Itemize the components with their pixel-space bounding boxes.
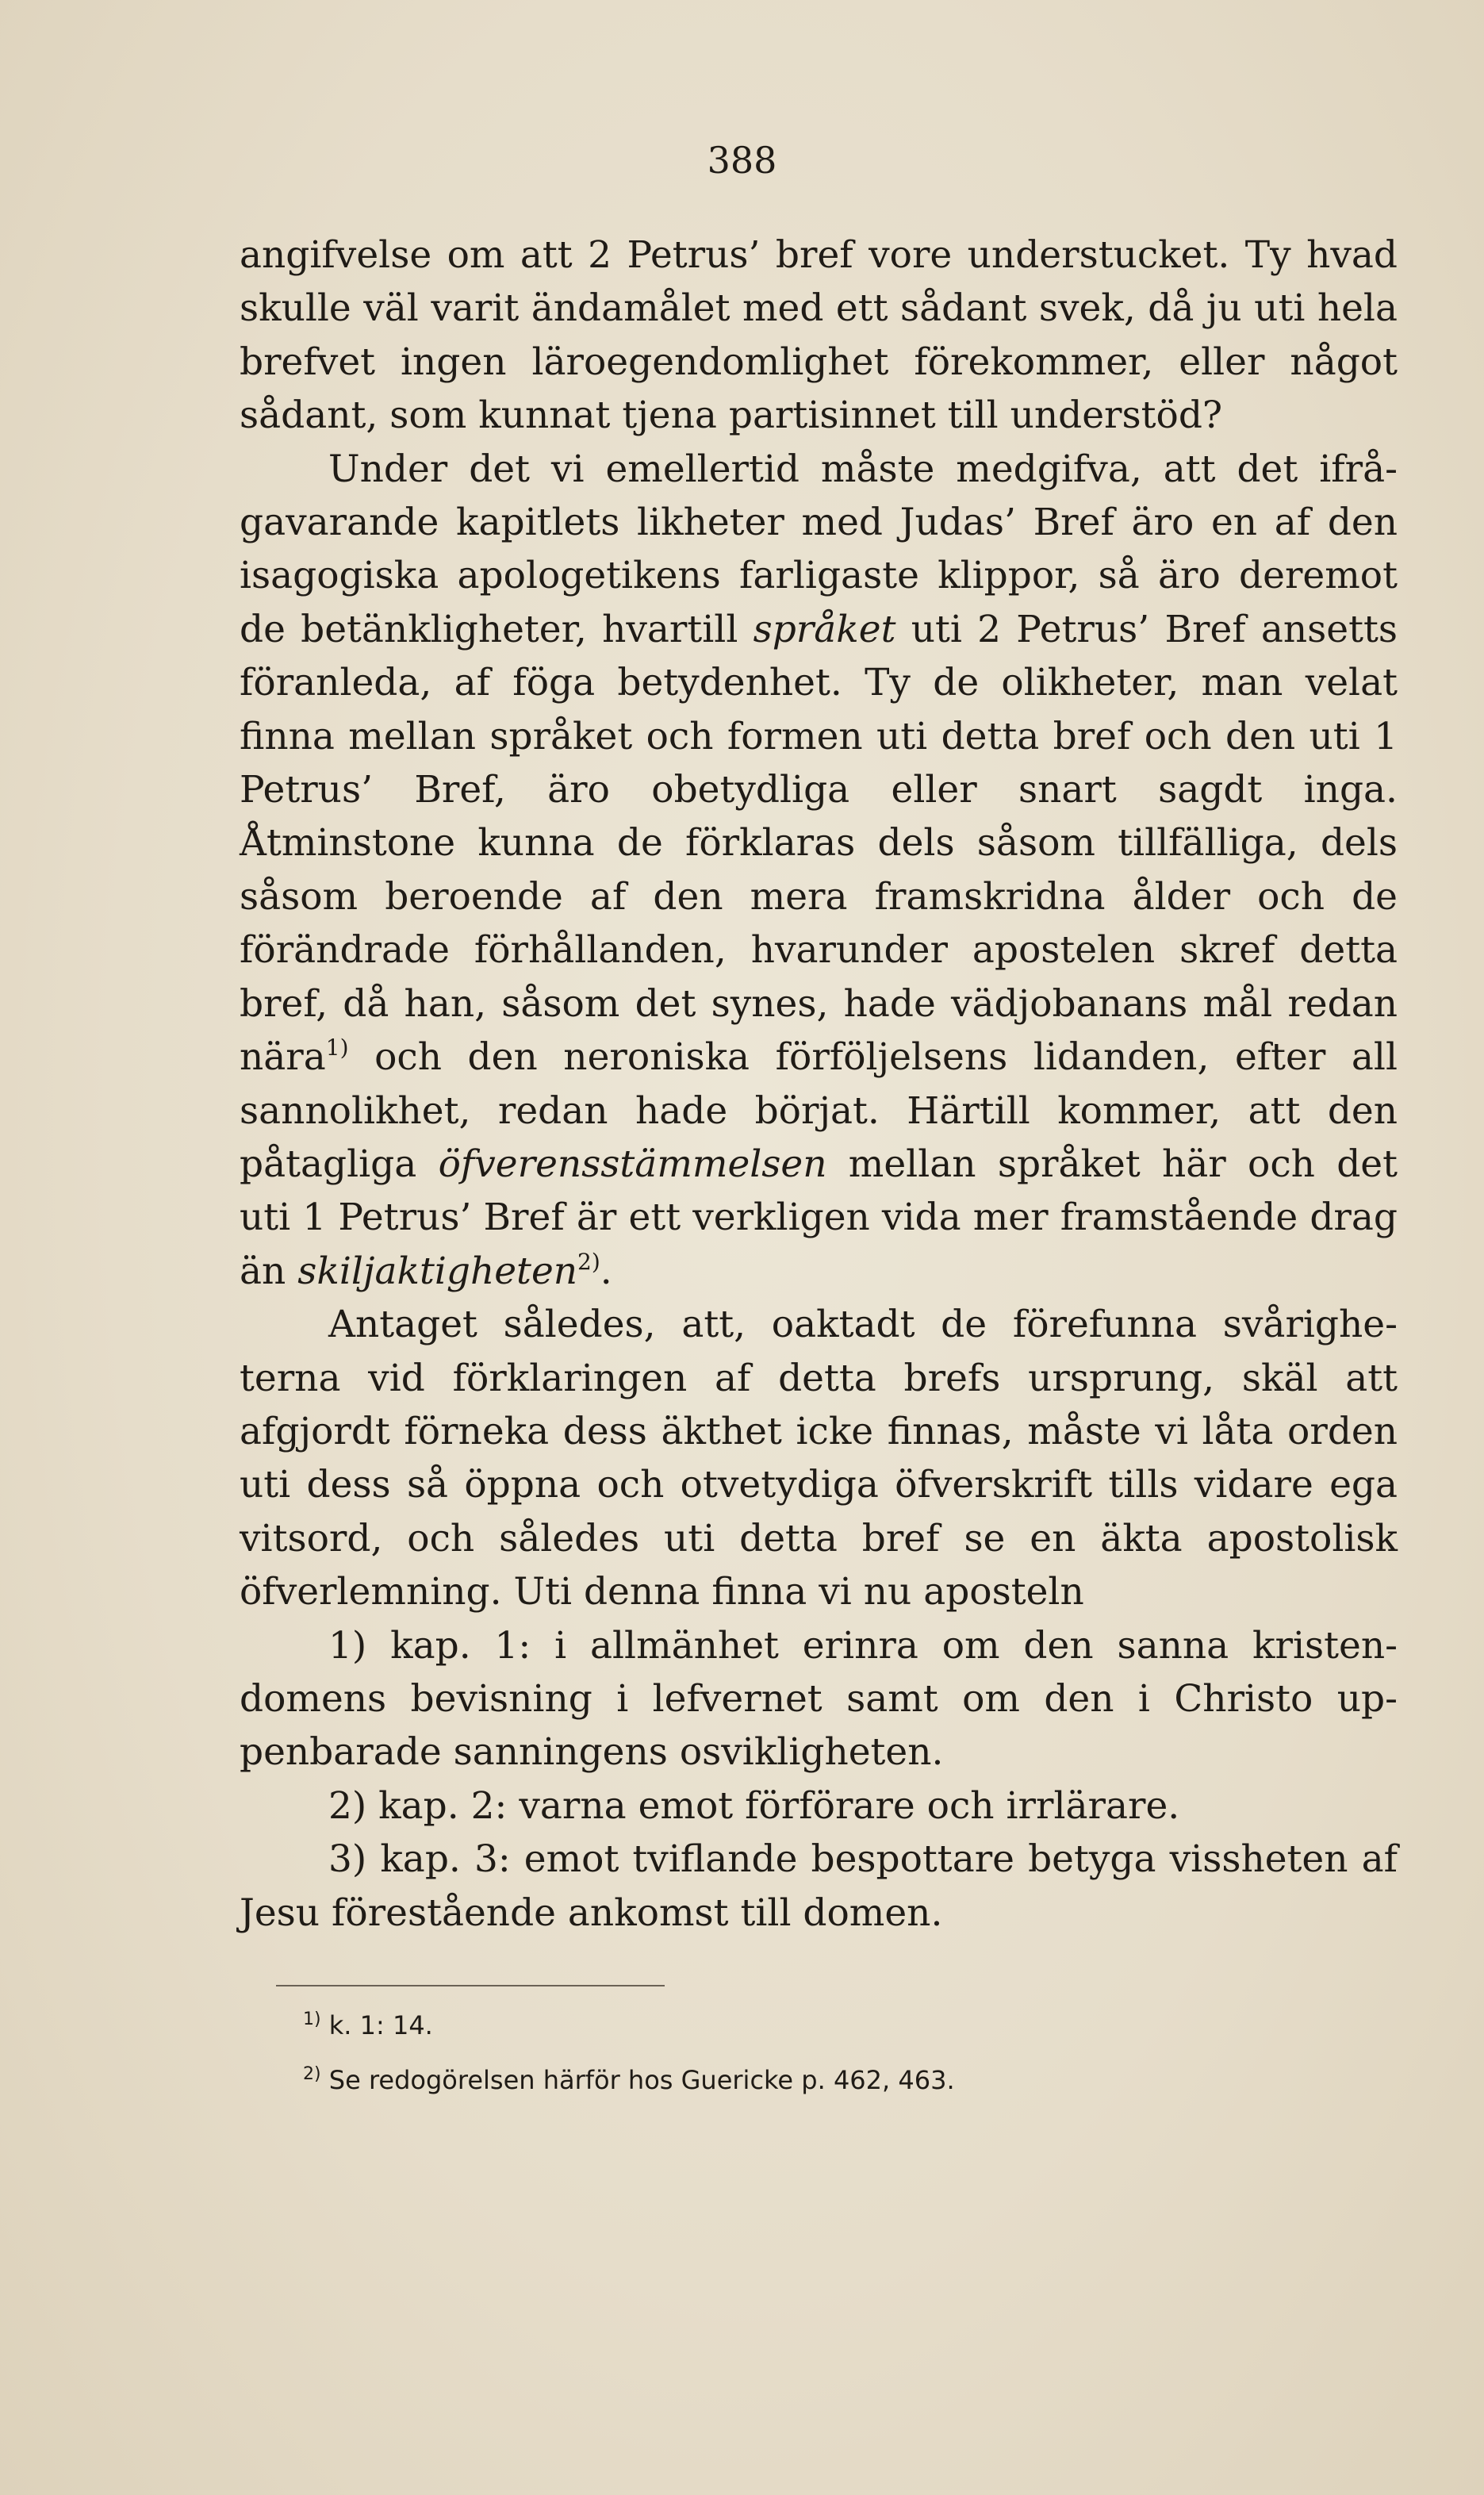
- footnote-reference: 1): [325, 1034, 349, 1061]
- text-run: .: [600, 1249, 612, 1293]
- italic-term: öfverensstämmelsen: [438, 1142, 827, 1186]
- paragraph: [240, 1619, 1398, 1779]
- text-run: 3) kap. 3: emot tviflande bespottare betyga vissheten af Jesu förestående ankomst till domen.: [240, 1837, 1398, 1935]
- paragraph: [240, 443, 1398, 1299]
- text-run: 2) kap. 2: varna emot förförare och irrlärare.: [328, 1783, 1180, 1828]
- body-text: [240, 228, 1398, 1940]
- footnote-mark: 1): [303, 2009, 321, 2029]
- text-run: 1) kap. 1: i allmänhet erinra om den sanna kristendomens bevisning i lefvernet samt om den i Christo uppenbarade sanningens osvikligheten.: [240, 1623, 1398, 1775]
- text-run: och den neroniska förföljelsens lidanden, efter all sannolikhet, redan hade börjat. Härtill kommer, att den påtagliga: [240, 1035, 1398, 1186]
- text-run: angifvelse om att 2 Petrus’ bref vore understucket. Ty hvad skulle väl varit ändamålet med ett sådant svek, då ju uti hela brefvet ingen läroegendomlighet förekommer, eller något sådant, som kunnat tjena partisinnet till understöd?: [240, 233, 1398, 438]
- text-run: Antaget således, att, oaktadt de förefunna svårigheterna vid förklaringen af detta brefs ursprung, skäl att afgjordt förneka dess äkthet icke finnas, måste vi låta orden uti dess så öppna och otvetydiga öfverskrift tills vidare ega vitsord, och således uti detta bref se en äkta apostolisk öfverlemning. Uti denna finna vi nu aposteln: [240, 1303, 1398, 1614]
- footnote: [303, 2050, 1334, 2105]
- footnotes: [303, 1995, 1334, 2105]
- footnote-text: Se redogörelsen härför hos Guericke p. 462, 463.: [320, 2065, 955, 2095]
- footnote-text: k. 1: 14.: [320, 2010, 433, 2040]
- italic-term: skiljaktigheten: [297, 1249, 578, 1293]
- text-run: mellan språket här och det uti 1 Petrus’ Bref är ett verkligen vida mer framstående drag än: [240, 1142, 1398, 1293]
- footnote-reference: 2): [577, 1248, 600, 1275]
- paragraph: [240, 1779, 1398, 1833]
- italic-term: språket: [753, 607, 896, 651]
- page-number: 388: [707, 139, 777, 182]
- paragraph: [240, 228, 1398, 443]
- paragraph: [240, 1833, 1398, 1940]
- paragraph: [240, 1298, 1398, 1618]
- text-run: uti 2 Petrus’ Bref ansetts föranleda, af föga betydenhet. Ty de olikheter, man velat finna mellan språket och formen uti detta bref och den uti 1 Petrus’ Bref, äro obetydliga eller snart sagdt inga. Åtminstone kunna de förklaras dels såsom tillfälliga, dels såsom beroende af den mera framskridna ålder och de förändrade förhållanden, hvarunder apostelen skref detta bref, då han, såsom det synes, hade vädjobanans mål redan nära: [240, 607, 1398, 1080]
- footnote-divider: [276, 1985, 665, 1986]
- text-run: Under det vi emellertid måste medgifva, att det ifrågavarande kapitlets likheter med Judas’ Bref äro en af den isagogiska apologetikens farligaste klippor, så äro deremot de betänkligheter, hvartill: [240, 447, 1398, 651]
- footnote: [303, 1995, 1334, 2050]
- footnote-mark: 2): [303, 2064, 321, 2084]
